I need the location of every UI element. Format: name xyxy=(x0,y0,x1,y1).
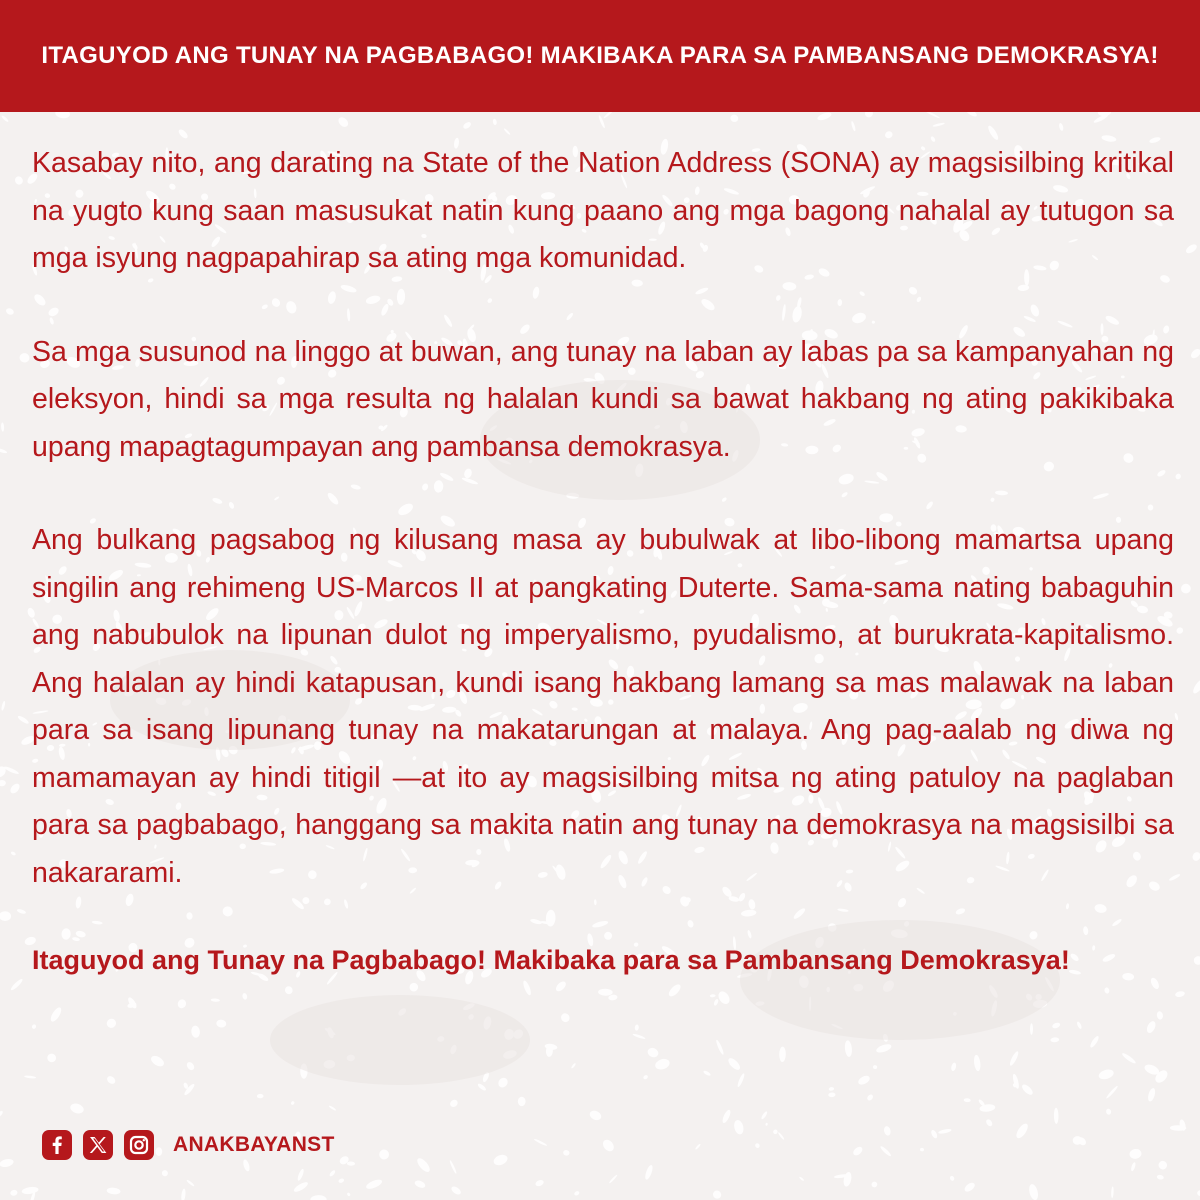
social-footer xyxy=(42,1128,335,1162)
paragraph-2: Sa mga susunod na linggo at buwan, ang tunay na laban ay labas pa sa kampanyahan ng eleksyon, hindi sa mga resulta ng halalan kundi sa bawat hakbang ng ating pakikibaka upang mapagtagumpayan ang pambansa demokrasya. xyxy=(32,335,1174,463)
paragraph-3: Ang bulkang pagsabog ng kilusang masa ay bubulwak at libo-libong mamartsa upang singilin ang rehimeng US-Marcos II at pangkating Duterte. Sama-sama nating babaguhin ang nabubulok na lipunan dulot ng imperyalismo, pyudalismo, at burukrata-kapitalismo. Ang halalan ay hindi katapusan, kundi isang hakbang lamang sa mas malawak na laban para sa isang lipunang tunay na makatarungan at malaya. Ang pag-aalab ng diwa ng mamamayan ay hindi titigil —at ito ay magsisilbing mitsa ng ating patuloy na paglaban para sa pagbabago, hanggang sa makita natin ang tunay na demokrasya na magsisilbi sa nakararami. xyxy=(32,524,1174,889)
closing-slogan: Itaguyod ang Tunay na Pagbabago! Makibaka para sa Pambansang Demokrasya! xyxy=(32,945,1070,975)
banner-title: ITAGUYOD ANG TUNAY NA PAGBABAGO! MAKIBAKA PARA SA PAMBANSANG DEMOKRASYA! xyxy=(41,42,1159,69)
facebook-icon[interactable] xyxy=(42,1130,72,1160)
x-icon[interactable] xyxy=(83,1130,113,1160)
social-handle[interactable]: ANAKBAYANST xyxy=(173,1133,335,1156)
header-banner xyxy=(0,0,1200,112)
statement-body xyxy=(32,140,1174,984)
instagram-icon[interactable] xyxy=(124,1130,154,1160)
paragraph-1: Kasabay nito, ang darating na State of the Nation Address (SONA) ay magsisilbing kritikal na yugto kung saan masusukat natin kung paano ang mga bagong nahalal ay tutugon sa mga isyung nagpapahirap sa ating mga komunidad. xyxy=(32,147,1174,274)
